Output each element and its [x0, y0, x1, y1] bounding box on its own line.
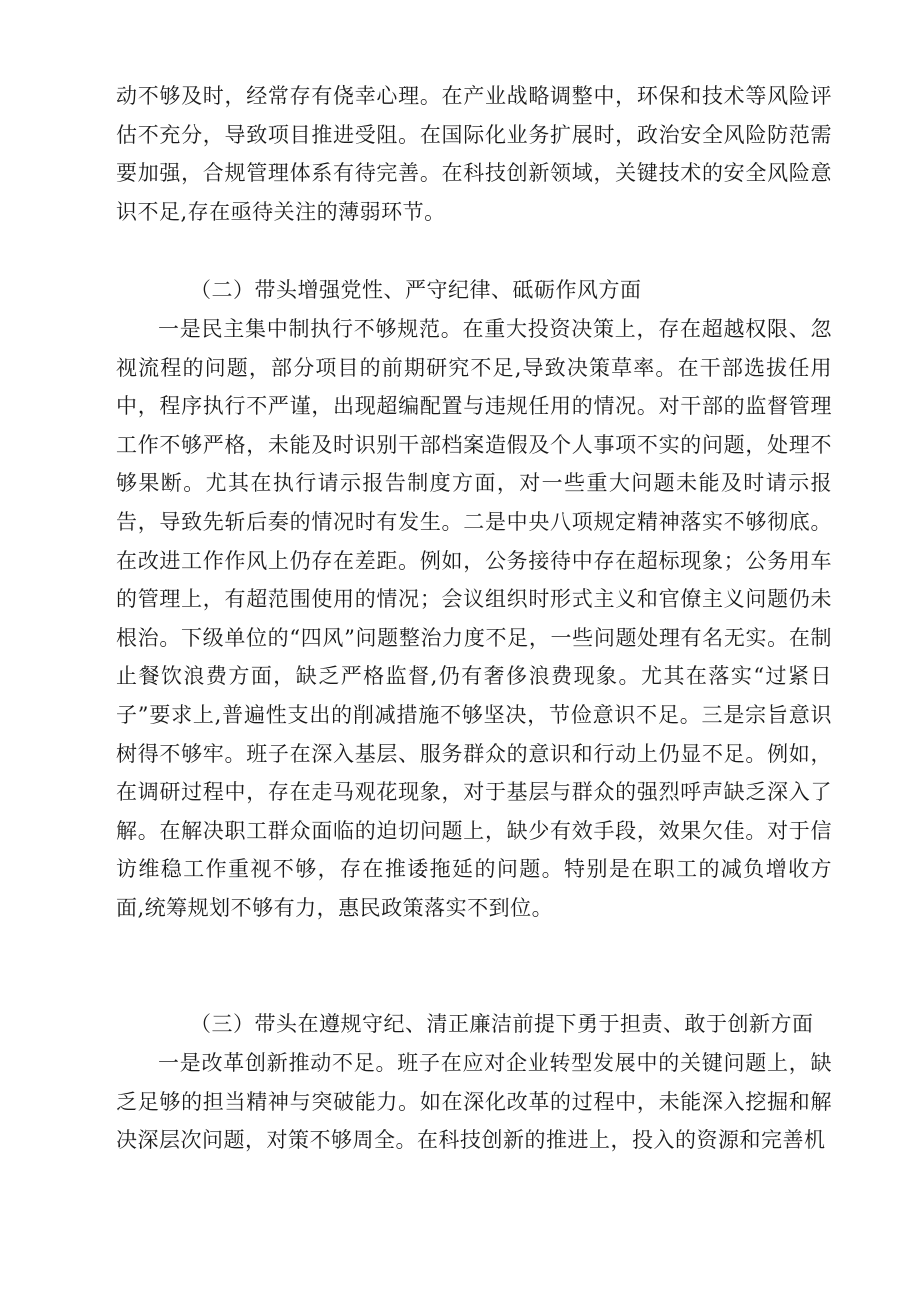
section-heading-three: （三）带头在遵规守纪、清正廉洁前提下勇于担责、敢于创新方面 — [190, 1012, 814, 1036]
paragraph-continuation: 动不够及时，经常存有侥幸心理。在产业战略调整中，环保和技术等风险评估不充分，导致项目推进受阻。在国际化业务扩展时，政治安全风险防范需要加强，合规管理体系有待完善。在科技创新领域，关键技术的安全风险意识不足,存在亟待关注的薄弱环节。 — [116, 84, 832, 224]
paragraph-section-three-body: 一是改革创新推动不足。班子在应对企业转型发展中的关键问题上，缺乏足够的担当精神与突破能力。如在深化改革的过程中，未能深入挖掘和解决深层次问题，对策不够周全。在科技创新的推进上，投入的资源和完善机 — [116, 1051, 832, 1153]
paragraph-section-two-body: 一是民主集中制执行不够规范。在重大投资决策上，存在超越权限、忽视流程的问题，部分项目的前期研究不足,导致决策草率。在干部选拔任用中，程序执行不严谨，出现超编配置与违规任用的情况。对干部的监督管理工作不够严格，未能及时识别干部档案造假及个人事项不实的问题，处理不够果断。尤其在执行请示报告制度方面，对一些重大问题未能及时请示报告，导致先斩后奏的情况时有发生。二是中央八项规定精神落实不够彻底。在改进工作作风上仍存在差距。例如，公务接待中存在超标现象；公务用车的管理上，有超范围使用的情况；会议组织时形式主义和官僚主义问题仍未根治。下级单位的“四风”问题整治力度不足，一些问题处理有名无实。在制止餐饮浪费方面，缺乏严格监督,仍有奢侈浪费现象。尤其在落实“过紧日子”要求上,普遍性支出的削减措施不够坚决，节俭意识不足。三是宗旨意识树得不够牢。班子在深入基层、服务群众的意识和行动上仍显不足。例如，在调研过程中，存在走马观花现象，对于基层与群众的强烈呼声缺乏深入了解。在解决职工群众面临的迫切问题上，缺少有效手段，效果欠佳。对于信访维稳工作重视不够，存在推诿拖延的问题。特别是在职工的减负增收方面,统筹规划不够有力，惠民政策落实不到位。 — [116, 317, 832, 920]
section-heading-two: （二）带头增强党性、严守纪律、砥砺作风方面 — [190, 278, 642, 302]
